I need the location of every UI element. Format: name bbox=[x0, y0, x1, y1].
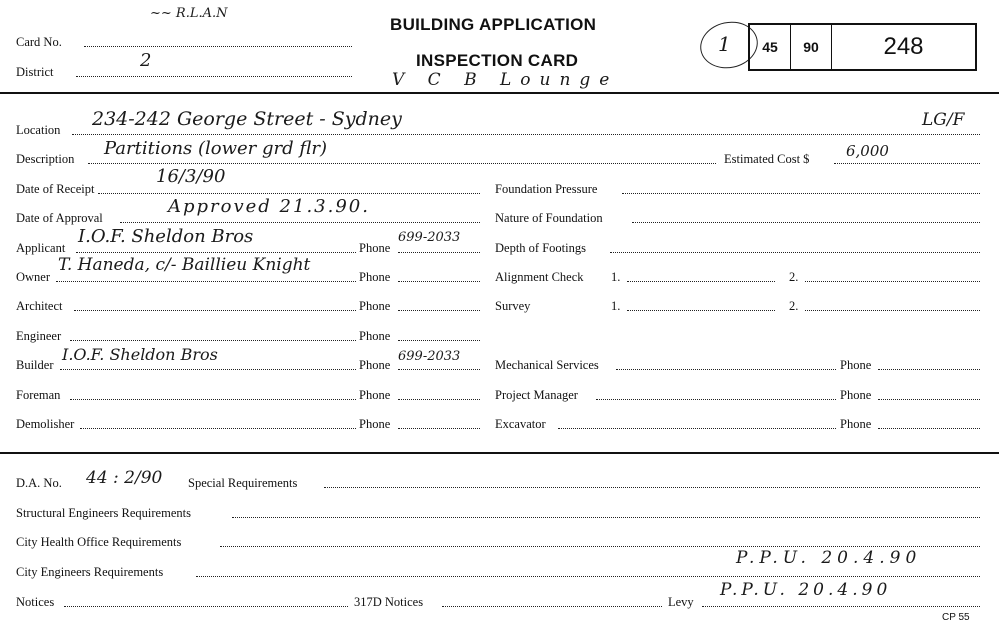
special-requirements-label: Special Requirements bbox=[188, 476, 298, 490]
mechanical-services-line bbox=[616, 369, 836, 370]
nature-foundation-line bbox=[632, 222, 980, 223]
structural-line bbox=[232, 517, 980, 518]
card-no-label: Card No. bbox=[16, 35, 62, 49]
foundation-pressure-line bbox=[622, 193, 980, 194]
card-number-box bbox=[748, 23, 977, 71]
project-manager-phone-label: Phone bbox=[840, 388, 872, 402]
builder-label: Builder bbox=[16, 358, 54, 372]
mechanical-services-label: Mechanical Services bbox=[495, 358, 599, 372]
owner-phone-line bbox=[398, 281, 480, 282]
card-no-line bbox=[84, 46, 352, 47]
excavator-label: Excavator bbox=[495, 417, 546, 431]
engineer-line bbox=[70, 340, 356, 341]
city-engineers-value: P.P.U. 20.4.90 bbox=[736, 548, 922, 568]
applicant-label: Applicant bbox=[16, 241, 66, 255]
owner-phone-label: Phone bbox=[359, 270, 391, 284]
box-b: 90 bbox=[791, 25, 832, 69]
survey-num2: 2. bbox=[789, 299, 799, 313]
date-approval-line bbox=[120, 222, 480, 223]
description-value: Partitions (lower grd flr) bbox=[104, 138, 328, 159]
city-engineers-line bbox=[196, 576, 980, 577]
date-receipt-value: 16/3/90 bbox=[156, 166, 226, 187]
estimated-cost-value: 6,000 bbox=[846, 142, 889, 160]
levy-value: P.P.U. 20.4.90 bbox=[720, 580, 892, 600]
applicant-phone-line bbox=[398, 252, 480, 253]
builder-phone-label: Phone bbox=[359, 358, 391, 372]
location-floor: LG/F bbox=[922, 110, 965, 130]
alignment-line1 bbox=[627, 281, 775, 282]
divider-middle bbox=[0, 452, 999, 454]
applicant-phone-label: Phone bbox=[359, 241, 391, 255]
excavator-phone-line bbox=[878, 428, 980, 429]
notices-317d-line bbox=[442, 606, 662, 607]
description-line bbox=[88, 163, 716, 164]
handwritten-name: V C B Lounge bbox=[392, 70, 619, 90]
district-line bbox=[76, 76, 352, 77]
builder-value: I.O.F. Sheldon Bros bbox=[62, 345, 218, 364]
alignment-check-label: Alignment Check bbox=[495, 270, 584, 284]
builder-phone: 699-2033 bbox=[398, 349, 461, 364]
depth-footings-label: Depth of Footings bbox=[495, 241, 586, 255]
foundation-pressure-label: Foundation Pressure bbox=[495, 182, 598, 196]
health-line bbox=[220, 546, 980, 547]
applicant-line bbox=[76, 252, 356, 253]
mechanical-phone-line bbox=[878, 369, 980, 370]
alignment-line2 bbox=[805, 281, 980, 282]
district-label: District bbox=[16, 65, 54, 79]
owner-value: T. Haneda, c/- Baillieu Knight bbox=[58, 255, 311, 275]
engineer-phone-line bbox=[398, 340, 480, 341]
estimated-cost-line bbox=[834, 163, 980, 164]
project-manager-label: Project Manager bbox=[495, 388, 578, 402]
architect-line bbox=[74, 310, 356, 311]
foreman-phone-label: Phone bbox=[359, 388, 391, 402]
engineer-label: Engineer bbox=[16, 329, 62, 343]
title-line2: INSPECTION CARD bbox=[416, 51, 579, 70]
notices-317d-label: 317D Notices bbox=[354, 595, 424, 609]
survey-num1: 1. bbox=[611, 299, 621, 313]
architect-label: Architect bbox=[16, 299, 63, 313]
health-label: City Health Office Requirements bbox=[16, 535, 182, 549]
notices-label: Notices bbox=[16, 595, 55, 609]
builder-line bbox=[60, 369, 356, 370]
location-value: 234-242 George Street - Sydney bbox=[92, 108, 402, 130]
box-c: 248 bbox=[883, 33, 924, 60]
architect-phone-line bbox=[398, 310, 480, 311]
levy-label: Levy bbox=[668, 595, 694, 609]
form-code: CP 55 bbox=[942, 612, 970, 623]
da-no-value: 44 : 2/90 bbox=[86, 468, 163, 488]
engineer-phone-label: Phone bbox=[359, 329, 391, 343]
description-label: Description bbox=[16, 152, 75, 166]
notices-line bbox=[64, 606, 348, 607]
builder-phone-line bbox=[398, 369, 480, 370]
demolisher-phone-label: Phone bbox=[359, 417, 391, 431]
alignment-num2: 2. bbox=[789, 270, 799, 284]
structural-label: Structural Engineers Requirements bbox=[16, 506, 191, 520]
applicant-phone: 699-2033 bbox=[398, 230, 461, 245]
survey-line1 bbox=[627, 310, 775, 311]
nature-foundation-label: Nature of Foundation bbox=[495, 211, 603, 225]
project-manager-line bbox=[596, 399, 836, 400]
survey-line2 bbox=[805, 310, 980, 311]
date-receipt-label: Date of Receipt bbox=[16, 182, 95, 196]
district-value: 2 bbox=[140, 50, 152, 71]
date-approval-label: Date of Approval bbox=[16, 211, 103, 225]
architect-phone-label: Phone bbox=[359, 299, 391, 313]
foreman-phone-line bbox=[398, 399, 480, 400]
foreman-label: Foreman bbox=[16, 388, 61, 402]
alignment-num1: 1. bbox=[611, 270, 621, 284]
demolisher-line bbox=[80, 428, 356, 429]
excavator-line bbox=[558, 428, 836, 429]
owner-line bbox=[56, 281, 356, 282]
demolisher-phone-line bbox=[398, 428, 480, 429]
levy-line bbox=[702, 606, 980, 607]
location-line bbox=[72, 134, 980, 135]
divider-top bbox=[0, 92, 999, 94]
date-receipt-line bbox=[98, 193, 480, 194]
demolisher-label: Demolisher bbox=[16, 417, 75, 431]
date-approval-value: Approved 21.3.90. bbox=[168, 196, 370, 217]
da-no-label: D.A. No. bbox=[16, 476, 62, 490]
survey-label: Survey bbox=[495, 299, 531, 313]
project-manager-phone-line bbox=[878, 399, 980, 400]
card-no-handwriting: ~~ R.L.A.N bbox=[150, 6, 228, 21]
location-label: Location bbox=[16, 123, 61, 137]
title-line1: BUILDING APPLICATION bbox=[390, 15, 597, 34]
circled-number: 1 bbox=[718, 32, 731, 56]
owner-label: Owner bbox=[16, 270, 51, 284]
depth-footings-line bbox=[610, 252, 980, 253]
foreman-line bbox=[70, 399, 356, 400]
estimated-cost-label: Estimated Cost $ bbox=[724, 152, 810, 166]
special-requirements-line bbox=[324, 487, 980, 488]
mechanical-phone-label: Phone bbox=[840, 358, 872, 372]
box-a: 45 bbox=[750, 25, 791, 69]
city-engineers-label: City Engineers Requirements bbox=[16, 565, 164, 579]
applicant-value: I.O.F. Sheldon Bros bbox=[78, 226, 254, 247]
excavator-phone-label: Phone bbox=[840, 417, 872, 431]
